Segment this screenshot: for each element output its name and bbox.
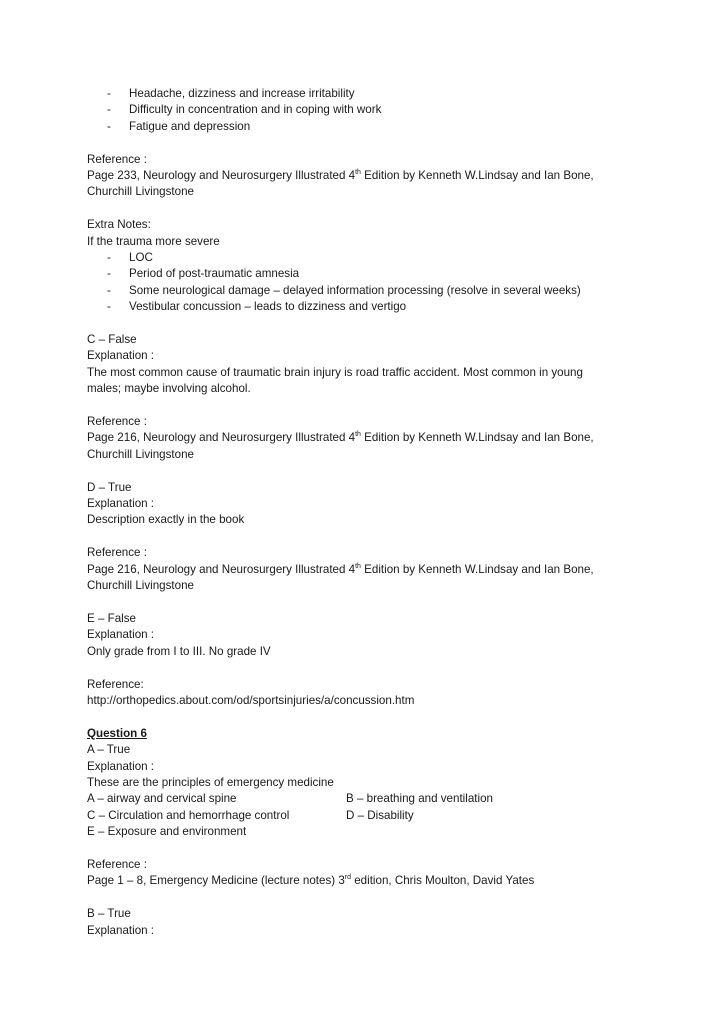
- explanation-label: Explanation :: [87, 349, 155, 363]
- reference-text: Page 233, Neurology and Neurosurgery Illustrated 4th Edition by Kenneth W.Lindsay and Ian Bone,: [87, 169, 594, 183]
- explanation-text: The most common cause of traumatic brain injury is road traffic accident. Most common in young: [87, 365, 583, 379]
- reference-label: Reference :: [87, 152, 147, 166]
- document-page: [87, 86, 687, 939]
- explanation-label: Explanation :: [87, 759, 155, 773]
- explanation-text: Only grade from I to III. No grade IV: [87, 644, 271, 658]
- explanation-label: Explanation :: [87, 497, 155, 511]
- list-item: - Some neurological damage – delayed information processing (resolve in several weeks): [107, 283, 581, 297]
- reference-label: Reference :: [87, 546, 147, 560]
- reference-text: Churchill Livingstone: [87, 579, 194, 593]
- principles-row: A – airway and cervical spine B – breathing and ventilation: [87, 792, 493, 806]
- answer-c: C – False: [87, 333, 137, 347]
- reference-label: Reference:: [87, 677, 144, 691]
- answer-b: B – True: [87, 907, 131, 921]
- reference-url: http://orthopedics.about.com/od/sportsinjuries/a/concussion.htm: [87, 693, 415, 707]
- reference-label: Reference :: [87, 857, 147, 871]
- reference-text: Churchill Livingstone: [87, 185, 194, 199]
- list-item: - LOC: [107, 251, 153, 265]
- list-item: - Fatigue and depression: [107, 119, 251, 133]
- reference-text: Page 1 – 8, Emergency Medicine (lecture notes) 3rd edition, Chris Moulton, David Yates: [87, 874, 535, 888]
- reference-label: Reference :: [87, 415, 147, 429]
- answer-d: D – True: [87, 480, 132, 494]
- principles-row: C – Circulation and hemorrhage control D – Disability: [87, 808, 414, 822]
- reference-text: Page 216, Neurology and Neurosurgery Illustrated 4th Edition by Kenneth W.Lindsay and Ian Bone,: [87, 562, 594, 576]
- explanation-label: Explanation :: [87, 923, 155, 937]
- list-item: - Vestibular concussion – leads to dizziness and vertigo: [107, 300, 407, 314]
- explanation-text: Description exactly in the book: [87, 513, 245, 527]
- answer-e: E – False: [87, 611, 136, 625]
- explanation-label: Explanation :: [87, 628, 155, 642]
- list-item: - Difficulty in concentration and in coping with work: [107, 103, 382, 117]
- extra-notes-label: Extra Notes:: [87, 218, 151, 232]
- principles-row: E – Exposure and environment: [87, 825, 247, 839]
- question-heading: Question 6: [87, 726, 147, 740]
- list-item: - Headache, dizziness and increase irritability: [107, 87, 355, 100]
- explanation-text: males; maybe involving alcohol.: [87, 382, 251, 396]
- reference-text: Page 216, Neurology and Neurosurgery Illustrated 4th Edition by Kenneth W.Lindsay and Ian Bone,: [87, 431, 594, 445]
- extra-notes-intro: If the trauma more severe: [87, 234, 220, 248]
- answer-a: A – True: [87, 743, 131, 757]
- explanation-text: These are the principles of emergency medicine: [87, 775, 334, 789]
- list-item: - Period of post-traumatic amnesia: [107, 267, 300, 281]
- reference-text: Churchill Livingstone: [87, 447, 194, 461]
